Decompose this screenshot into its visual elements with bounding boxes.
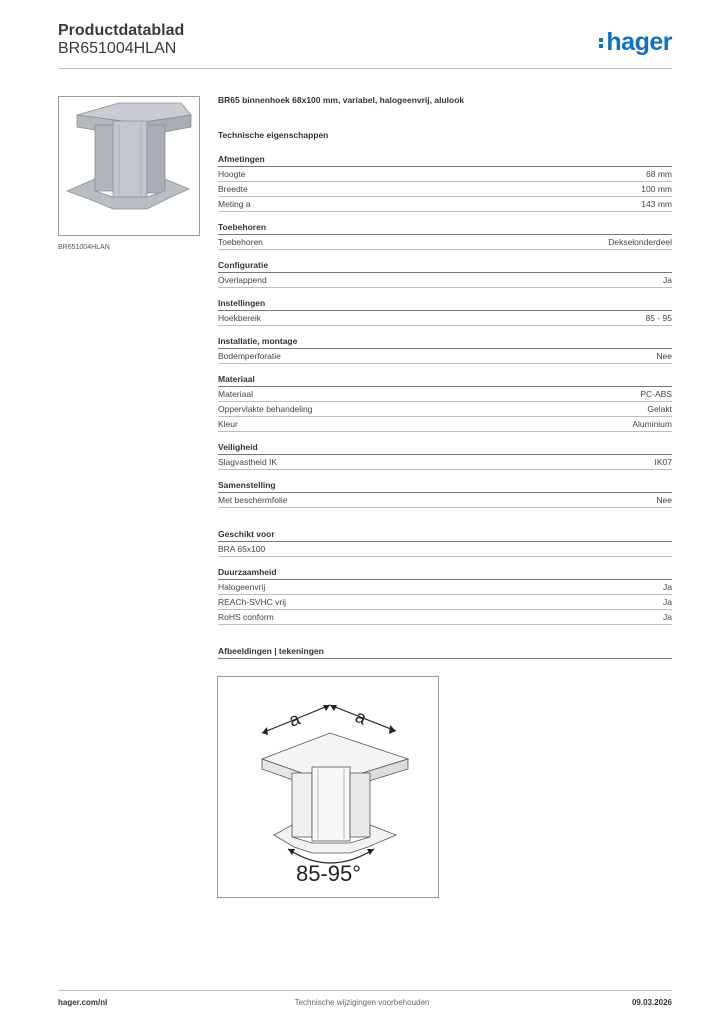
- property-label: Toebehoren: [218, 237, 263, 247]
- property-row: [218, 493, 672, 508]
- property-row: [218, 235, 672, 250]
- footer-website-link[interactable]: hager.com/nl: [58, 998, 108, 1007]
- property-value: Nee: [656, 351, 672, 361]
- document-title: Productdatablad: [58, 22, 185, 39]
- property-row: [218, 417, 672, 432]
- property-label: Kleur: [218, 419, 238, 429]
- property-label: Slagvastheid IK: [218, 457, 278, 467]
- section-title: Instellingen: [218, 297, 672, 311]
- angle-range-label: 85-95°: [296, 861, 362, 886]
- section-title: Materiaal: [218, 373, 672, 387]
- section-title: Samenstelling: [218, 479, 672, 493]
- footer-divider: [58, 990, 672, 991]
- property-label: RoHS conform: [218, 612, 274, 622]
- property-label: Breedte: [218, 184, 248, 194]
- property-label: Halogeenvrij: [218, 582, 266, 592]
- dimension-a-left: a: [286, 708, 303, 731]
- property-section: [218, 373, 672, 432]
- property-label: REACh-SVHC vrij: [218, 597, 287, 607]
- property-value: Nee: [656, 495, 672, 505]
- property-label: BRA 65x100: [218, 544, 266, 554]
- product-details: [218, 95, 672, 659]
- property-section: [218, 221, 672, 250]
- property-label: Hoekbereik: [218, 313, 261, 323]
- property-value: IK07: [654, 457, 672, 467]
- property-row: [218, 580, 672, 595]
- property-label: Oppervlakte behandeling: [218, 404, 313, 414]
- property-row: [218, 273, 672, 288]
- property-value: 100 mm: [641, 184, 672, 194]
- property-section: [218, 645, 672, 659]
- property-section: [218, 153, 672, 212]
- logo-text: hager: [606, 28, 672, 56]
- angle-drawing-icon: [218, 677, 438, 897]
- property-section: [218, 479, 672, 508]
- property-label: Hoogte: [218, 169, 246, 179]
- thumbnail-caption: BR651004HLAN: [58, 244, 110, 251]
- article-number: BR651004HLAN: [58, 40, 177, 57]
- property-value: 143 mm: [641, 199, 672, 209]
- property-row: [218, 167, 672, 182]
- property-label: Materiaal: [218, 389, 253, 399]
- section-title: Configuratie: [218, 259, 672, 273]
- property-row: [218, 595, 672, 610]
- footer-disclaimer: Technische wijzigingen voorbehouden: [294, 998, 430, 1007]
- hager-logo: [599, 28, 672, 57]
- property-row: [218, 402, 672, 417]
- property-value: Gelakt: [647, 404, 672, 414]
- product-thumbnail: [58, 96, 200, 236]
- footer-date: 09.03.2026: [631, 998, 672, 1007]
- property-value: 85 - 95: [645, 313, 672, 323]
- property-section: [218, 566, 672, 625]
- section-title: Veiligheid: [218, 441, 672, 455]
- section-title: Afmetingen: [218, 153, 672, 167]
- property-value: 68 mm: [646, 169, 672, 179]
- property-row: [218, 311, 672, 326]
- property-value: Ja: [663, 275, 672, 285]
- section-title: Duurzaamheid: [218, 566, 672, 580]
- property-section: [218, 297, 672, 326]
- property-label: Overlappend: [218, 275, 267, 285]
- section-title: Geschikt voor: [218, 528, 672, 542]
- product-title: BR65 binnenhoek 68x100 mm, variabel, halogeenvrij, alulook: [218, 95, 465, 105]
- property-row: [218, 182, 672, 197]
- section-title: Afbeeldingen | tekeningen: [218, 645, 672, 659]
- property-section: [218, 528, 672, 557]
- property-value: Aluminium: [632, 419, 672, 429]
- property-row: [218, 349, 672, 364]
- property-label: Meting a: [218, 199, 251, 209]
- dimension-a-right: a: [352, 706, 370, 729]
- logo-dots-icon: [599, 36, 604, 50]
- section-title: Installatie, montage: [218, 335, 672, 349]
- property-section: [218, 441, 672, 470]
- technical-drawing: [217, 676, 439, 898]
- property-row: [218, 197, 672, 212]
- property-section: [218, 335, 672, 364]
- property-sections: [218, 153, 672, 659]
- property-value: Ja: [663, 597, 672, 607]
- property-label: Met beschermfolie: [218, 495, 288, 505]
- property-section: [218, 259, 672, 288]
- property-row: [218, 610, 672, 625]
- product-image-icon: [59, 97, 199, 235]
- section-title: Toebehoren: [218, 221, 672, 235]
- property-row: [218, 387, 672, 402]
- header-divider: [58, 68, 672, 69]
- property-value: Ja: [663, 582, 672, 592]
- property-row: [218, 542, 672, 557]
- property-value: Dekselonderdeel: [608, 237, 672, 247]
- property-value: PC-ABS: [640, 389, 672, 399]
- technical-properties-heading: Technische eigenschappen: [218, 130, 329, 140]
- property-value: Ja: [663, 612, 672, 622]
- property-label: Bodemperforatie: [218, 351, 281, 361]
- property-row: [218, 455, 672, 470]
